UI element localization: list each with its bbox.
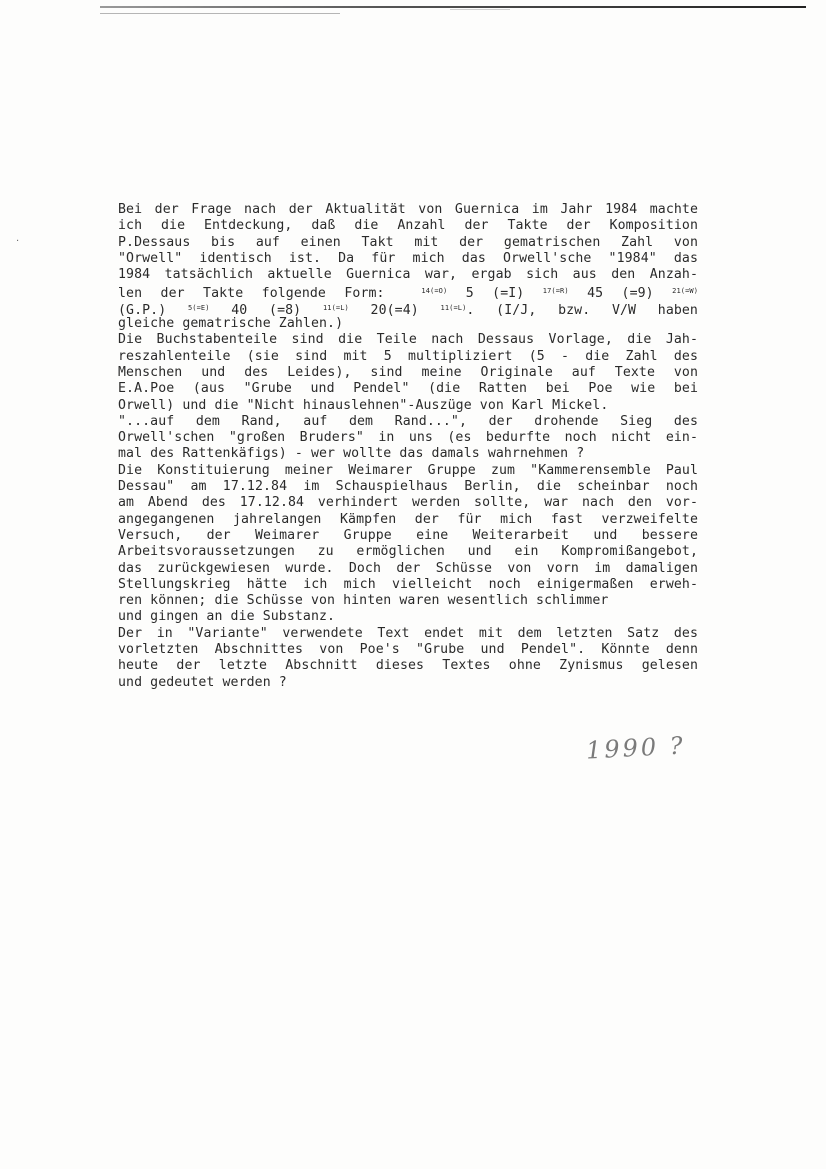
formula-superscript: 11(=L) — [440, 303, 467, 312]
text-line: Orwell'schen "großen Bruders" in uns (es bedurfte noch nicht ein- — [118, 430, 698, 446]
text-line: reszahlenteile (sie sind mit 5 multipliziert (5 - die Zahl des — [118, 348, 698, 364]
formula-tail: . (I/J, bzw. V/W haben — [466, 302, 698, 318]
text-line: P.Dessaus bis auf einen Takt mit der gematrischen Zahl von — [118, 234, 698, 250]
formula-superscript: 14(=O) — [421, 287, 448, 296]
text-line: Die Buchstabenteile sind die Teile nach Dessaus Vorlage, die Jah- — [118, 332, 698, 348]
scan-edge-line — [100, 6, 806, 8]
text-line: Versuch, der Weimarer Gruppe eine Weiterarbeit und bessere — [118, 527, 698, 543]
text-line: Arbeitsvoraussetzungen zu ermöglichen und ein Kompromißangebot, — [118, 544, 698, 560]
formula-value: 20(=4) — [370, 302, 419, 318]
text-line: 1984 tatsächlich aktuelle Guernica war, ergab sich aus den Anzah- — [118, 267, 698, 283]
formula-value: 5 (=I) — [465, 286, 525, 302]
text-line: angegangenen jahrelangen Kämpfen der für mich fast verzweifelte — [118, 511, 698, 527]
text-line: E.A.Poe (aus "Grube und Pendel" (die Ratten bei Poe wie bei — [118, 381, 698, 397]
document-body — [118, 202, 698, 691]
text-line: Die Konstituierung meiner Weimarer Gruppe zum "Kammerensemble Paul — [118, 462, 698, 478]
formula-line — [118, 283, 699, 302]
formula-superscript: 5(=E) — [187, 303, 210, 312]
margin-mark: · — [16, 236, 20, 247]
text-line: vorletzten Abschnittes von Poe's "Grube und Pendel". Könnte denn — [118, 642, 698, 658]
formula-superscript: 17(=R) — [542, 287, 569, 296]
scan-edge-line-faint — [450, 9, 510, 10]
formula-value: 40 (=8) — [231, 302, 302, 318]
text-line: Orwell) und die "Nicht hinauslehnen"-Auszüge von Karl Mickel. — [118, 397, 609, 413]
text-line: ren können; die Schüsse von hinten waren wesentlich schlimmer — [118, 593, 609, 609]
text-line: und gedeutet werden ? — [118, 674, 287, 690]
text-line: Der in "Variante" verwendete Text endet mit dem letzten Satz des — [118, 625, 698, 641]
text-line: am Abend des 17.12.84 verhindert werden sollte, war nach den vor- — [118, 495, 698, 511]
text-line: Menschen und des Leides), sind meine Originale auf Texte von — [118, 364, 698, 380]
handwritten-note: 1990 ? — [585, 731, 687, 765]
text-line: Stellungskrieg hätte ich mich vielleicht noch einigermaßen erweh- — [118, 576, 698, 592]
text-line: heute der letzte Abschnitt dieses Textes ohne Zynismus gelesen — [118, 658, 698, 674]
text-line: gleiche gematrische Zahlen.) — [118, 316, 344, 332]
formula-lead: (G.P.) — [118, 302, 167, 318]
formula-value: 45 (=9) — [587, 286, 654, 302]
text-line: "Orwell" identisch ist. Da für mich das Orwell'sche "1984" das — [118, 250, 698, 266]
text-line: Bei der Frage nach der Aktualität von Guernica im Jahr 1984 machte — [118, 202, 698, 217]
text-line: Dessau" am 17.12.84 im Schauspielhaus Berlin, die scheinbar noch — [118, 479, 698, 495]
formula-lead: len der Takte folgende Form: — [118, 286, 385, 302]
text-line: das zurückgewiesen wurde. Doch der Schüsse von vorn im damaligen — [118, 560, 698, 576]
formula-superscript: 11(=L) — [322, 303, 349, 312]
text-line: mal des Rattenkäfigs) - wer wollte das damals wahrnehmen ? — [118, 446, 585, 462]
formula-superscript: 21(=W) — [672, 287, 699, 296]
text-line: und gingen an die Substanz. — [118, 609, 336, 625]
text-line: "...auf dem Rand, auf dem Rand...", der drohende Sieg des — [118, 413, 698, 429]
formula-line — [118, 300, 698, 316]
text-line: ich die Entdeckung, daß die Anzahl der Takte der Komposition — [118, 218, 698, 234]
scan-edge-line-faint — [100, 13, 340, 14]
